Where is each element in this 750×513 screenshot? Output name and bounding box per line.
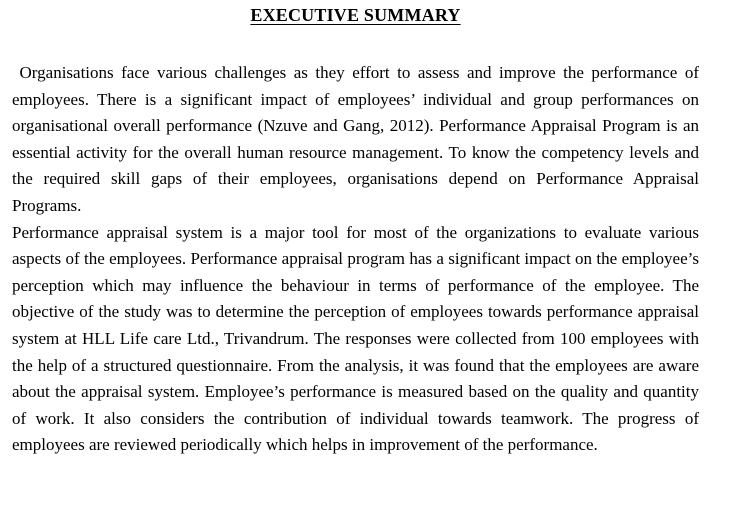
page-title: EXECUTIVE SUMMARY <box>250 5 461 25</box>
paragraph-study-summary: Performance appraisal system is a major tool for most of the organizations to evaluate various aspects of the employees. Performance appraisal program has a significant impact on the employee’s perception which may influence the behaviour in terms of performance of the employee. The objective of the study was to determine the perception of employees towards performance appraisal system at HLL Life care Ltd., Trivandrum. The responses were collected from 100 employees with the help of a structured questionnaire. From the analysis, it was found that the employees are aware about the appraisal system. Employee’s performance is measured based on the quality and quantity of work. It also considers the contribution of individual towards teamwork. The progress of employees are reviewed periodically which helps in improvement of the performance. <box>12 222 699 455</box>
document-page <box>0 4 750 513</box>
document-body <box>12 60 704 459</box>
paragraph-intro: Organisations face various challenges as they effort to assess and improve the performance of employees. There is a significant impact of employees’ individual and group performances on organisational overall performance (Nzuve and Gang, 2012). Performance Appraisal Program is an essential activity for the overall human resource management. To know the competency levels and the required skill gaps of their employees, organisations depend on Performance Appraisal Programs. <box>12 63 704 215</box>
